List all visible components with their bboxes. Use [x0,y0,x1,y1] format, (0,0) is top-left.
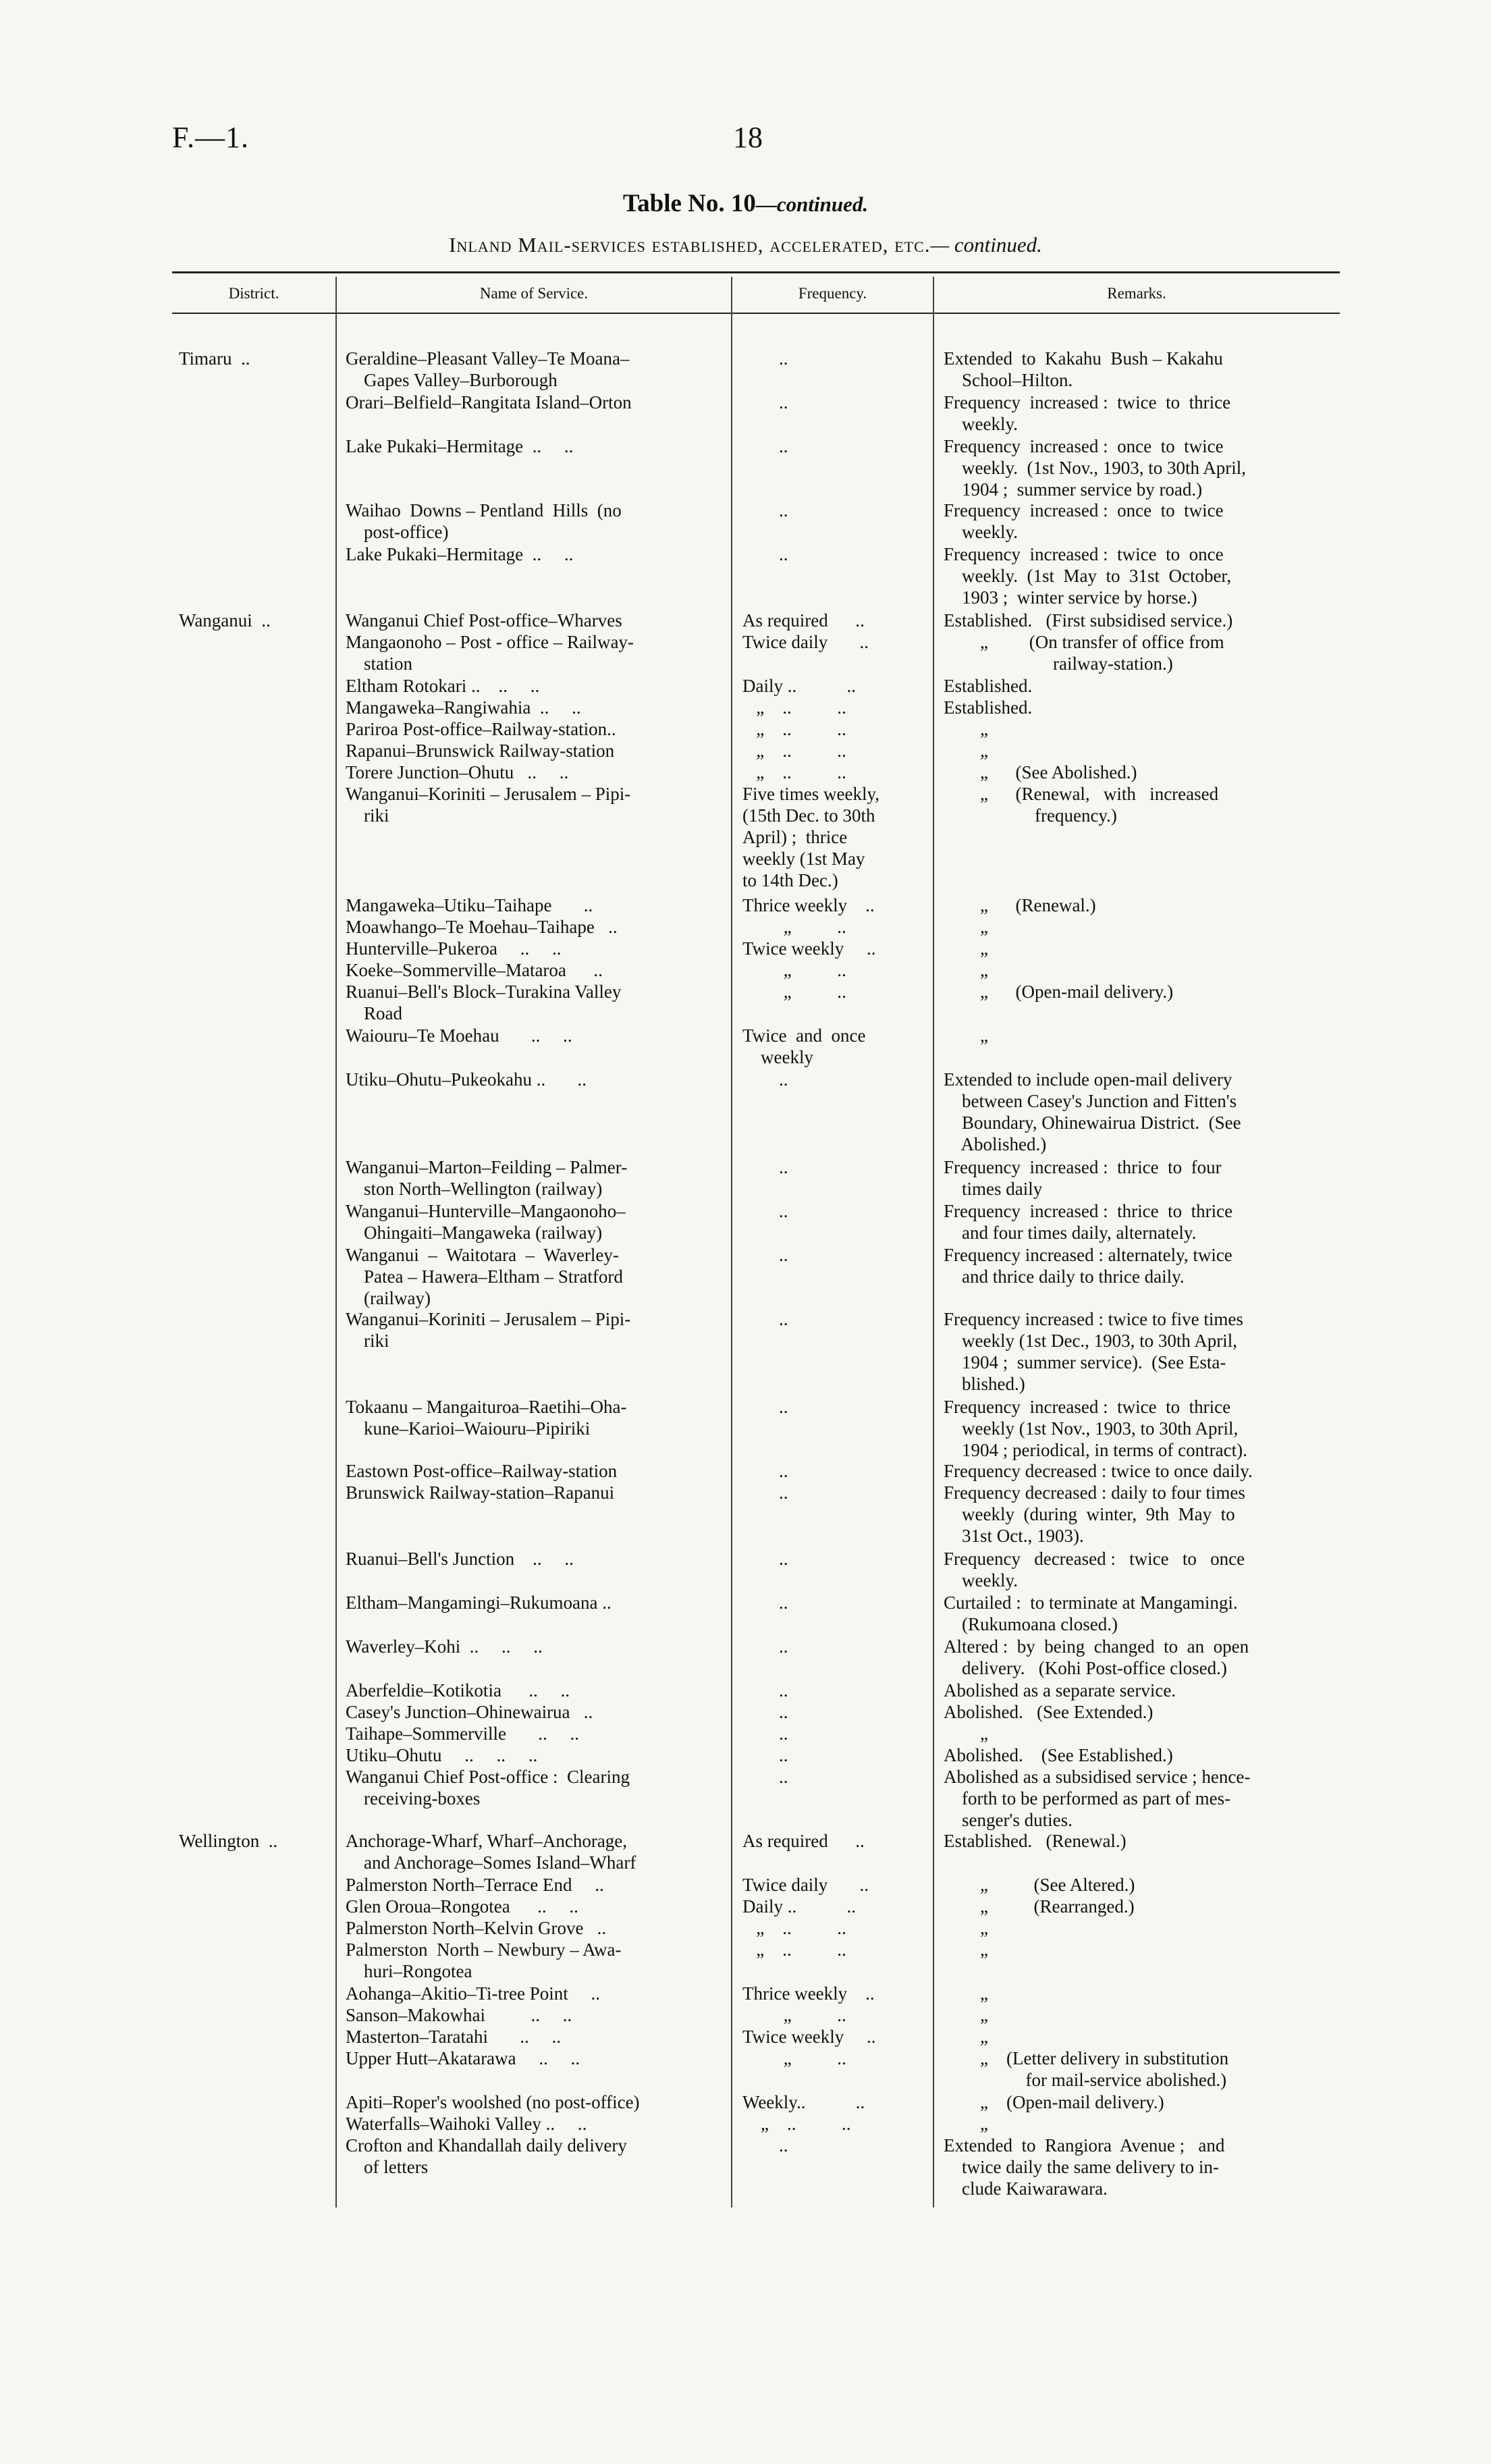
page-number: 18 [733,121,763,154]
row-remarks: „ (Open-mail delivery.) [944,2092,1164,2112]
row-frequency: „ .. .. [742,697,846,718]
row-remarks: Extended to include open-mail delivery between Casey's Junction and Fitten's Boundary, Ohinewairua District. (See Abolished.) [944,1069,1241,1154]
row-remarks: Frequency decreased : twice to once weekly. [944,1549,1245,1590]
row-service: Eltham–Mangamingi–Rukumoana .. [346,1592,612,1613]
row-frequency: Thrice weekly .. [742,895,875,915]
row-remarks: „ (Letter delivery in substitution for mail-service abolished.) [980,2048,1229,2090]
row-remarks: Frequency increased : twice to once weekly. (1st May to 31st October, 1903 ; winter service by horse.) [944,544,1232,608]
row-remarks: Altered : by being changed to an open delivery. (Kohi Post-office closed.) [944,1636,1249,1678]
row-remarks: Abolished. (See Established.) [944,1745,1173,1765]
row-service: Eltham Rotokari .. .. .. [346,676,540,696]
row-service: Waverley–Kohi .. .. .. [346,1636,543,1657]
row-frequency: Daily .. .. [742,1896,856,1917]
row-service: Sanson–Makowhai .. .. [346,2005,572,2025]
row-service: Wanganui – Waitotara – Waverley- Patea – Hawera–Eltham – Stratford (railway) [346,1245,623,1308]
row-frequency: .. [742,1201,788,1221]
row-district: Wanganui .. [179,610,271,631]
row-frequency: Weekly.. .. [742,2092,865,2112]
row-remarks: „ [944,2027,988,2047]
row-remarks: „ [944,960,988,980]
row-service: Anchorage-Wharf, Wharf–Anchorage, and Anchorage–Somes Island–Wharf [346,1831,636,1873]
row-remarks: Curtailed : to terminate at Mangamingi. (Rukumoana closed.) [944,1592,1238,1634]
row-frequency: Twice weekly .. [742,938,876,959]
row-service: Brunswick Railway-station–Rapanui [346,1482,615,1503]
row-service: Wanganui–Marton–Feilding – Palmer- ston North–Wellington (railway) [346,1157,628,1199]
row-service: Wanganui Chief Post-office : Clearing receiving-boxes [346,1767,630,1809]
row-remarks: „ [944,1723,988,1744]
row-frequency: .. [742,1397,788,1417]
row-district: Timaru .. [179,348,250,369]
row-frequency: As required .. [742,1831,865,1851]
row-frequency: .. [742,348,788,369]
row-service: Geraldine–Pleasant Valley–Te Moana– Gapes Valley–Burborough [346,348,630,390]
row-remarks: „ [944,719,988,739]
row-service: Moawhango–Te Moehau–Taihape .. [346,917,618,937]
row-frequency: Twice daily .. [742,632,869,652]
row-frequency: .. [742,1702,788,1722]
row-remarks: Frequency decreased : twice to once daily. [944,1461,1253,1481]
row-remarks: „ [944,1025,988,1046]
row-service: Glen Oroua–Rongotea .. .. [346,1896,578,1917]
row-service: Ruanui–Bell's Junction .. .. [346,1549,574,1569]
row-frequency: Five times weekly, (15th Dec. to 30th April) ; thrice weekly (1st May to 14th Dec.) [742,784,879,890]
table-title-text: Table No. 10 [622,190,756,217]
row-remarks: Established. [944,697,1033,718]
row-service: Mangaonoho – Post - office – Railway- station [346,632,634,674]
row-remarks: „ (Open-mail delivery.) [944,982,1174,1002]
row-frequency: .. [742,1549,788,1569]
row-frequency: .. [742,2135,788,2155]
row-frequency: .. [742,1482,788,1503]
row-remarks: „ [944,2005,988,2025]
row-service: Aohanga–Akitio–Ti-tree Point .. [346,1983,600,2004]
row-remarks: „ [944,917,988,937]
column-header-service: Name of Service. [479,285,589,302]
row-remarks: „ [944,741,988,761]
column-header-frequency: Frequency. [798,285,867,302]
row-service: Torere Junction–Ohutu .. .. [346,762,569,782]
row-service: Palmerston North – Newbury – Awa- huri–Rongotea [346,1939,622,1981]
row-service: Palmerston North–Kelvin Grove .. [346,1918,607,1938]
row-frequency: „ .. [742,917,846,937]
row-frequency: .. [742,1592,788,1613]
row-service: Wanganui Chief Post-office–Wharves [346,610,622,631]
column-header-district: District. [228,285,279,302]
row-frequency: „ .. .. [742,2114,851,2134]
row-frequency: .. [742,1745,788,1765]
row-service: Mangaweka–Utiku–Taihape .. [346,895,593,915]
row-remarks: Established. (Renewal.) [944,1831,1127,1851]
row-remarks: Frequency increased : twice to thrice weekly. [944,392,1231,434]
row-frequency: „ .. [742,2048,846,2068]
row-remarks: „ (See Abolished.) [944,762,1137,782]
row-remarks: „ [944,1939,988,1960]
row-service: Wanganui–Koriniti – Jerusalem – Pipi- riki [346,784,631,826]
table-subtitle-suffix: — continued. [930,233,1042,257]
row-frequency: .. [742,1069,788,1090]
row-remarks: Frequency decreased : daily to four times weekly (during winter, 9th May to 31st Oct., 1903). [944,1482,1245,1546]
row-frequency: „ .. .. [742,719,846,739]
row-frequency: Twice weekly .. [742,2027,876,2047]
row-service: Mangaweka–Rangiwahia .. .. [346,697,581,718]
row-service: Apiti–Roper's woolshed (no post-office) [346,2092,640,2112]
row-frequency: .. [742,1636,788,1657]
row-district: Wellington .. [179,1831,278,1851]
row-remarks: „ (Rearranged.) [944,1896,1135,1917]
row-remarks: „ (Renewal.) [944,895,1096,915]
row-remarks: Abolished. (See Extended.) [944,1702,1154,1722]
row-frequency: .. [742,1245,788,1265]
row-remarks: Frequency increased : once to twice weekly. [944,500,1224,542]
row-frequency: .. [742,1723,788,1744]
row-service: Tokaanu – Mangaituroa–Raetihi–Oha- kune–Karioi–Waiouru–Pipiriki [346,1397,627,1439]
row-remarks: Frequency increased : thrice to thrice and four times daily, alternately. [944,1201,1233,1243]
row-service: Rapanui–Brunswick Railway-station [346,741,615,761]
row-service: Wanganui–Hunterville–Mangaonoho– Ohingaiti–Mangaweka (railway) [346,1201,626,1243]
row-remarks: „ [944,938,988,959]
row-frequency: „ .. .. [742,741,846,761]
row-service: Eastown Post-office–Railway-station [346,1461,618,1481]
row-remarks: Frequency increased : alternately, twice and thrice daily to thrice daily. [944,1245,1232,1287]
row-remarks: Extended to Rangiora Avenue ; and twice daily the same delivery to in- clude Kaiwarawara. [944,2135,1225,2199]
row-service: Lake Pukaki–Hermitage .. .. [346,436,574,456]
row-service: Utiku–Ohutu .. .. .. [346,1745,538,1765]
row-service: Hunterville–Pukeroa .. .. [346,938,562,959]
row-service: Pariroa Post-office–Railway-station.. [346,719,616,739]
row-service: Masterton–Taratahi .. .. [346,2027,562,2047]
row-remarks: „ [944,2114,988,2134]
row-frequency: .. [742,1680,788,1700]
row-frequency: „ .. [742,960,846,980]
row-remarks: Frequency increased : thrice to four times daily [944,1157,1222,1199]
row-frequency: .. [742,544,788,564]
row-remarks: „ (On transfer of office from railway-station.) [980,632,1224,674]
row-frequency: .. [742,1461,788,1481]
row-service: Waterfalls–Waihoki Valley .. .. [346,2114,587,2134]
row-remarks: Extended to Kakahu Bush – Kakahu School–Hilton. [944,348,1223,390]
row-remarks: Established. [944,676,1033,696]
row-remarks: Abolished as a separate service. [944,1680,1176,1700]
row-remarks: „ (Renewal, with increased frequency.) [980,784,1219,826]
row-remarks: „ [944,1983,988,2004]
row-frequency: .. [742,1157,788,1177]
row-frequency: „ .. [742,982,846,1002]
row-frequency: „ .. .. [742,1939,846,1960]
row-service: Casey's Junction–Ohinewairua .. [346,1702,593,1722]
row-frequency: .. [742,1767,788,1787]
row-remarks: Established. (First subsidised service.) [944,610,1233,631]
row-frequency: .. [742,1309,788,1329]
row-service: Aberfeldie–Kotikotia .. .. [346,1680,570,1700]
row-service: Lake Pukaki–Hermitage .. .. [346,544,574,564]
row-frequency: .. [742,392,788,412]
row-remarks: Frequency increased : once to twice weekly. (1st Nov., 1903, to 30th April, 1904 ; summer service by road.) [944,436,1246,500]
column-header-remarks: Remarks. [1107,285,1166,302]
row-service: Orari–Belfield–Rangitata Island–Orton [346,392,632,412]
row-frequency: „ .. .. [742,762,846,782]
row-frequency: Twice daily .. [742,1875,869,1895]
row-service: Waiouru–Te Moehau .. .. [346,1025,572,1046]
row-frequency: As required .. [742,610,865,631]
row-frequency: Twice and once weekly [742,1025,866,1067]
row-service: Utiku–Ohutu–Pukeokahu .. .. [346,1069,587,1090]
row-remarks: Frequency increased : twice to five times weekly (1st Dec., 1903, to 30th April, 1904 ; summer service). (See Esta- blished.) [944,1309,1243,1394]
row-frequency: .. [742,436,788,456]
table-subtitle-text: Inland Mail-services established, accelerated, etc. [449,233,931,257]
row-service: Waihao Downs – Pentland Hills (no post-office) [346,500,622,542]
row-service: Wanganui–Koriniti – Jerusalem – Pipi- riki [346,1309,631,1351]
page-reference: F.—1. [172,121,249,154]
row-remarks: Abolished as a subsidised service ; hence- forth to be performed as part of mes- senger's duties. [944,1767,1251,1830]
row-frequency: Thrice weekly .. [742,1983,875,2004]
table-title-suffix: —continued. [755,192,869,216]
row-service: Palmerston North–Terrace End .. [346,1875,604,1895]
row-service: Taihape–Sommerville .. .. [346,1723,580,1744]
row-frequency: .. [742,500,788,520]
row-service: Crofton and Khandallah daily delivery of letters [346,2135,627,2177]
row-service: Koeke–Sommerville–Mataroa .. [346,960,603,980]
row-frequency: „ .. [742,2005,846,2025]
row-remarks: „ [944,1918,988,1938]
row-remarks: „ (See Altered.) [944,1875,1135,1895]
row-remarks: Frequency increased : twice to thrice weekly (1st Nov., 1903, to 30th April, 1904 ; periodical, in terms of contract). [944,1397,1247,1460]
row-frequency: „ .. .. [742,1918,846,1938]
row-service: Ruanui–Bell's Block–Turakina Valley Road [346,982,622,1023]
row-service: Upper Hutt–Akatarawa .. .. [346,2048,580,2068]
row-frequency: Daily .. .. [742,676,856,696]
